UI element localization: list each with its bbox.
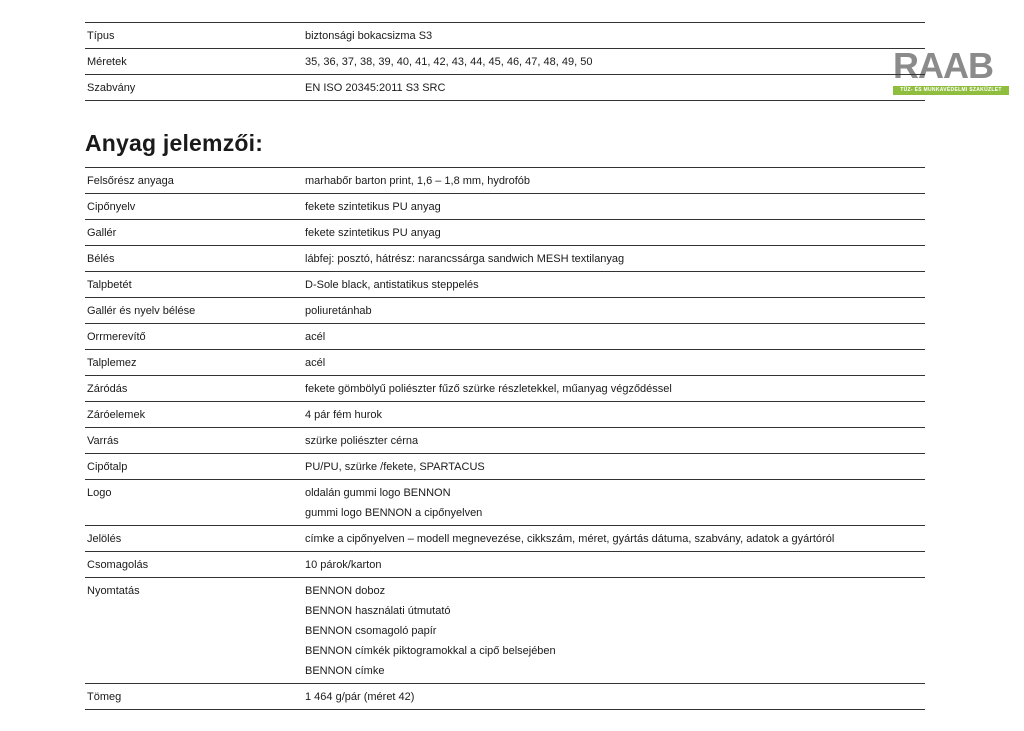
material-label: Gallér és nyelv bélése — [85, 298, 305, 324]
material-label: Jelölés — [85, 526, 305, 552]
spec-row — [85, 75, 925, 101]
material-row — [85, 454, 925, 480]
material-row — [85, 684, 925, 710]
material-label: Cipőtalp — [85, 454, 305, 480]
material-value — [305, 376, 925, 402]
material-row — [85, 480, 925, 526]
material-value-line: BENNON címkék piktogramokkal a cipő belsejében — [305, 645, 556, 657]
material-value — [305, 324, 925, 350]
material-row — [85, 402, 925, 428]
material-row — [85, 578, 925, 684]
material-row — [85, 526, 925, 552]
material-label: Tömeg — [85, 684, 305, 710]
material-label: Záródás — [85, 376, 305, 402]
material-value — [305, 350, 925, 376]
material-row — [85, 376, 925, 402]
logo-tagline: TŰZ- ÉS MUNKAVÉDELMI SZAKÜZLET — [893, 86, 1009, 95]
material-label: Talpbetét — [85, 272, 305, 298]
material-value — [305, 246, 925, 272]
material-row — [85, 168, 925, 194]
material-label: Talplemez — [85, 350, 305, 376]
material-spec-table — [85, 167, 925, 710]
material-value-line: szürke poliészter cérna — [305, 435, 419, 447]
material-value — [305, 552, 925, 578]
material-label: Logo — [85, 480, 305, 526]
material-value — [305, 480, 925, 526]
material-label: Orrmerevítő — [85, 324, 305, 350]
material-value-line: D-Sole black, antistatikus steppelés — [305, 279, 479, 291]
material-label: Csomagolás — [85, 552, 305, 578]
material-row — [85, 220, 925, 246]
spec-label: Méretek — [85, 49, 305, 75]
spec-label: Típus — [85, 23, 305, 49]
material-value-line: acél — [305, 357, 326, 369]
material-value-line: marhabőr barton print, 1,6 – 1,8 mm, hydrofób — [305, 175, 531, 187]
material-value-line: BENNON használati útmutató — [305, 605, 451, 617]
material-value-line: címke a cipőnyelven – modell megnevezése, cikkszám, méret, gyártás dátuma, szabvány, adatok a gyártóról — [305, 533, 835, 545]
material-value-line: BENNON címke — [305, 665, 385, 677]
material-row — [85, 552, 925, 578]
material-row — [85, 428, 925, 454]
logo-wordmark: RAAB — [893, 45, 993, 86]
material-value — [305, 194, 925, 220]
material-value-line: acél — [305, 331, 326, 343]
spec-row — [85, 49, 925, 75]
material-label: Bélés — [85, 246, 305, 272]
material-value — [305, 220, 925, 246]
material-value-line: oldalán gummi logo BENNON — [305, 487, 451, 499]
material-value-line: 10 párok/karton — [305, 559, 382, 571]
material-value — [305, 168, 925, 194]
material-value-line: BENNON doboz — [305, 585, 386, 597]
material-label: Nyomtatás — [85, 578, 305, 684]
material-row — [85, 350, 925, 376]
material-row — [85, 194, 925, 220]
material-value — [305, 298, 925, 324]
material-row — [85, 298, 925, 324]
spec-value: biztonsági bokacsizma S3 — [305, 23, 925, 49]
spec-value: 35, 36, 37, 38, 39, 40, 41, 42, 43, 44, 45, 46, 47, 48, 49, 50 — [305, 49, 925, 75]
material-value — [305, 578, 925, 684]
material-value — [305, 428, 925, 454]
material-value-line: 1 464 g/pár (méret 42) — [305, 691, 415, 703]
material-value-line: fekete gömbölyű poliészter fűző szürke részletekkel, műanyag végződéssel — [305, 383, 672, 395]
material-value — [305, 684, 925, 710]
spec-row — [85, 23, 925, 49]
material-label: Felsőrész anyaga — [85, 168, 305, 194]
material-row — [85, 246, 925, 272]
material-label: Gallér — [85, 220, 305, 246]
material-value-line: fekete szintetikus PU anyag — [305, 201, 441, 213]
basic-spec-table — [85, 22, 925, 101]
material-value-line: poliuretánhab — [305, 305, 372, 317]
material-value — [305, 402, 925, 428]
material-label: Cipőnyelv — [85, 194, 305, 220]
material-value-line: lábfej: posztó, hátrész: narancssárga sandwich MESH textilanyag — [305, 253, 625, 265]
section-title: Anyag jelemzői: — [85, 130, 264, 156]
material-value — [305, 454, 925, 480]
material-value-line: PU/PU, szürke /fekete, SPARTACUS — [305, 461, 485, 473]
material-value-line: BENNON csomagoló papír — [305, 625, 437, 637]
material-label: Varrás — [85, 428, 305, 454]
material-value-line: fekete szintetikus PU anyag — [305, 227, 441, 239]
material-value-line: 4 pár fém hurok — [305, 409, 383, 421]
material-label: Záróelemek — [85, 402, 305, 428]
material-row — [85, 272, 925, 298]
spec-value: EN ISO 20345:2011 S3 SRC — [305, 75, 925, 101]
material-row — [85, 324, 925, 350]
spec-label: Szabvány — [85, 75, 305, 101]
material-value — [305, 526, 925, 552]
material-value-line: gummi logo BENNON a cipőnyelven — [305, 507, 483, 519]
material-value — [305, 272, 925, 298]
